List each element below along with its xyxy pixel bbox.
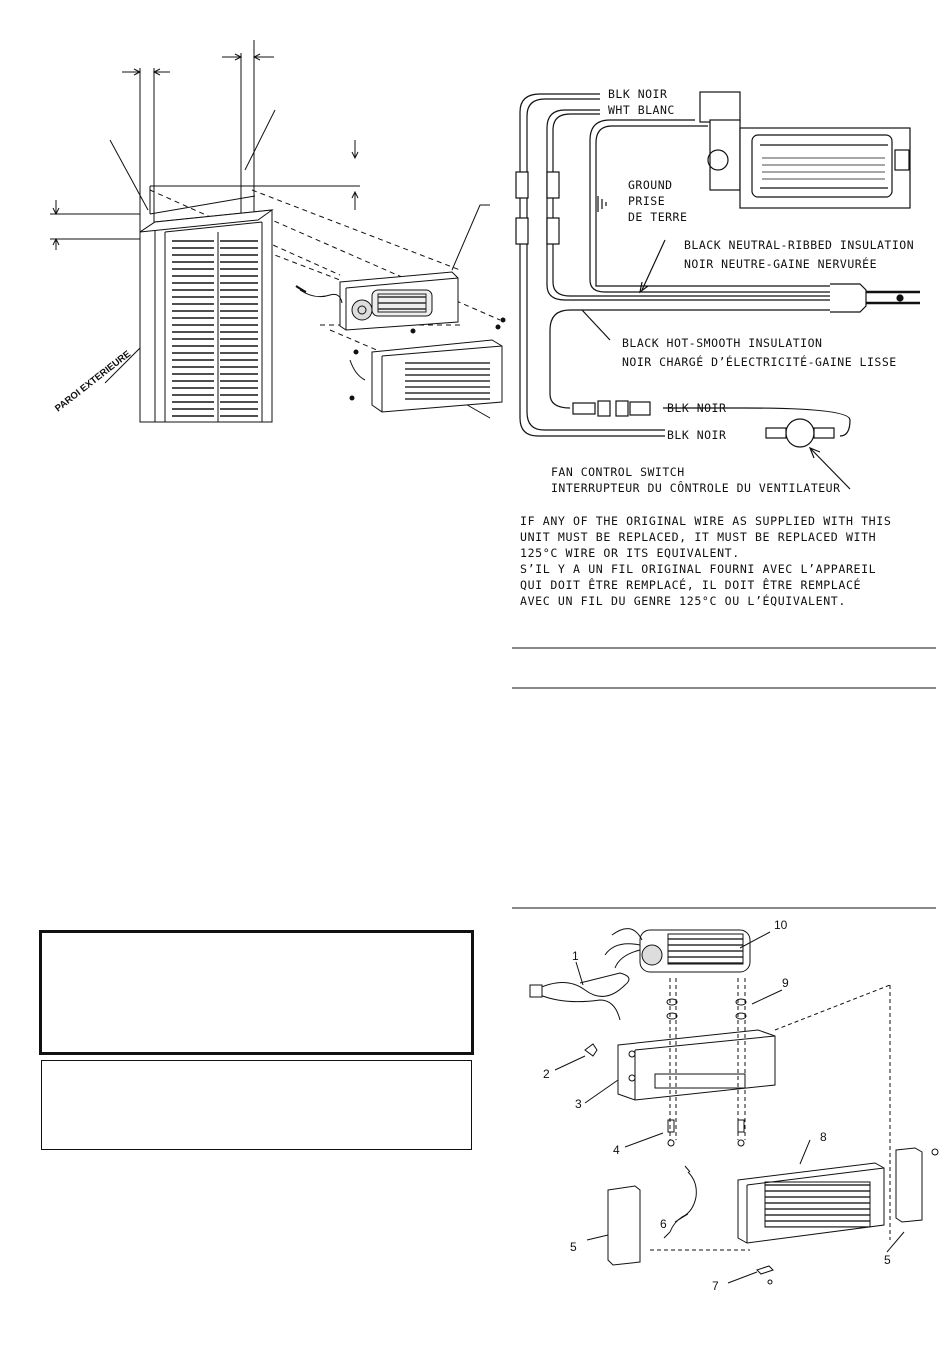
label-ground-2: PRISE — [628, 194, 666, 208]
label-fan-switch-fr: INTERRUPTEUR DU CÔNTROLE DU VENTILATEUR — [551, 481, 841, 495]
note-line: IF ANY OF THE ORIGINAL WIRE AS SUPPLIED WITH THIS — [520, 514, 892, 528]
warning-box — [39, 930, 474, 1055]
callout-9: 9 — [782, 976, 789, 990]
label-ground-3: DE TERRE — [628, 210, 688, 224]
note-line: QUI DOIT ÊTRE REMPLACÉ, IL DOIT ÊTRE REMPLACÉ — [520, 578, 862, 592]
label-blk-noir-top: BLK NOIR — [608, 87, 668, 101]
callout-1: 1 — [572, 949, 579, 963]
label-hot-fr: NOIR CHARGÉ D’ÉLECTRICITÉ-GAINE LISSE — [622, 355, 897, 369]
paroi-exterieure-label: PAROI EXTERIEURE — [53, 348, 133, 415]
note-line: UNIT MUST BE REPLACED, IT MUST BE REPLACED WITH — [520, 530, 877, 544]
note-line: S’IL Y A UN FIL ORIGINAL FOURNI AVEC L’APPAREIL — [520, 562, 877, 576]
note-line: 125°C WIRE OR ITS EQUIVALENT. — [520, 546, 740, 560]
label-fan-switch-en: FAN CONTROL SWITCH — [551, 465, 685, 479]
callout-10: 10 — [774, 918, 788, 932]
callout-6: 6 — [660, 1217, 667, 1231]
note-line: AVEC UN FIL DU GENRE 125°C OU L’ÉQUIVALENT. — [520, 594, 846, 608]
callout-3: 3 — [575, 1097, 582, 1111]
callout-4: 4 — [613, 1143, 620, 1157]
label-neutral-fr: NOIR NEUTRE-GAINE NERVURÉE — [684, 257, 878, 271]
wire-replacement-note — [520, 513, 930, 609]
label-ground-1: GROUND — [628, 178, 673, 192]
callout-2: 2 — [543, 1067, 550, 1081]
callout-5-left: 5 — [570, 1240, 577, 1254]
label-blk-noir-2: BLK NOIR — [667, 428, 727, 442]
label-hot-en: BLACK HOT-SMOOTH INSULATION — [622, 336, 823, 350]
label-neutral-en: BLACK NEUTRAL-RIBBED INSULATION — [684, 238, 915, 252]
label-blk-noir-1: BLK NOIR — [667, 401, 727, 415]
label-wht-blanc: WHT BLANC — [608, 103, 675, 117]
parts-exploded-view — [530, 929, 938, 1284]
notice-box — [41, 1060, 472, 1150]
callout-5-right: 5 — [884, 1253, 891, 1267]
callout-8: 8 — [820, 1130, 827, 1144]
callout-7: 7 — [712, 1279, 719, 1293]
